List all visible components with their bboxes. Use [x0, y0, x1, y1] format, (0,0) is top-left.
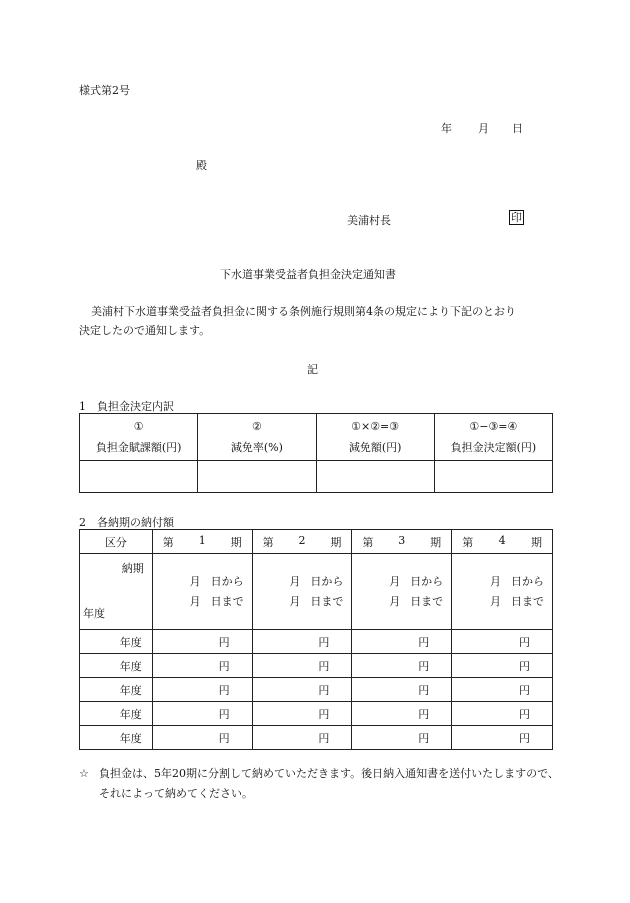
- body-line-2: 決定したので通知します。: [79, 324, 211, 337]
- day-from-label: 日から: [410, 574, 444, 588]
- col-reduction-amount: [316, 414, 434, 461]
- period-num: 1: [198, 533, 206, 547]
- month-label: 月: [189, 594, 201, 608]
- table-row: [80, 630, 553, 654]
- amount-cell[interactable]: 円: [252, 678, 352, 702]
- document-title: 下水道事業受益者負担金決定通知書: [220, 268, 396, 281]
- burden-breakdown-table: [79, 413, 553, 493]
- section1-heading: 1 負担金決定内訳: [79, 400, 174, 413]
- month-label: 月: [289, 574, 301, 588]
- period-ki: 期: [330, 535, 342, 549]
- month-label: 月: [389, 574, 401, 588]
- month-label: 月: [490, 594, 501, 608]
- date-from: [452, 572, 552, 592]
- value-reduction-amount[interactable]: [316, 461, 434, 493]
- amount-cell[interactable]: 円: [152, 726, 252, 750]
- day-from-label: 日から: [210, 574, 244, 588]
- amount-cell[interactable]: 円: [252, 726, 352, 750]
- ki-heading: 記: [307, 363, 318, 376]
- period-num: 3: [398, 533, 406, 547]
- seal-mark: 印: [511, 211, 522, 224]
- col-final-amount-mark: ①−③=④: [469, 419, 518, 433]
- period-dai: 第: [462, 535, 474, 549]
- amount-cell[interactable]: 円: [252, 630, 352, 654]
- amount-cell[interactable]: 円: [452, 726, 553, 750]
- date-year: 年: [441, 122, 452, 135]
- date-to: [253, 592, 352, 612]
- col-reduction-amount-mark: ①×②=③: [351, 419, 400, 433]
- period-2-dates[interactable]: [252, 554, 352, 630]
- amount-cell[interactable]: 円: [452, 702, 553, 726]
- period-1-dates[interactable]: [152, 554, 252, 630]
- date-to: [452, 592, 552, 612]
- col-assessed-mark: ①: [133, 419, 144, 433]
- month-label: 月: [289, 594, 301, 608]
- amount-cell[interactable]: 円: [452, 654, 553, 678]
- col-assessed: [80, 414, 198, 461]
- amount-cell[interactable]: 円: [352, 654, 452, 678]
- value-reduction-rate[interactable]: [198, 461, 316, 493]
- row-year-label: 年度: [80, 726, 153, 750]
- period-ki: 期: [230, 535, 242, 549]
- table-row: [80, 702, 553, 726]
- row-year-label: 年度: [80, 654, 153, 678]
- date-day: 日: [512, 122, 523, 135]
- month-label: 月: [389, 594, 401, 608]
- date-to: [153, 592, 252, 612]
- period-3-dates[interactable]: [352, 554, 452, 630]
- row-year-label: 年度: [80, 702, 153, 726]
- note-text: 負担金は、5年20期に分割して納めていただきます。後日納入通知書を送付いたしますので、それによって納めてください。: [99, 767, 559, 800]
- period-dai: 第: [262, 535, 274, 549]
- date-month: 月: [478, 122, 489, 135]
- day-to-label: 日まで: [310, 594, 344, 608]
- period-4-header: [452, 530, 553, 554]
- period-dai: 第: [162, 535, 174, 549]
- date-to: [352, 592, 451, 612]
- amount-cell[interactable]: 円: [352, 678, 452, 702]
- form-number: 様式第2号: [79, 84, 130, 97]
- diagonal-bottom-label: 年度: [83, 607, 105, 620]
- col-reduction-rate-mark: ②: [251, 419, 262, 433]
- diagonal-header: [80, 554, 153, 630]
- month-label: 月: [490, 574, 501, 588]
- amount-cell[interactable]: 円: [252, 654, 352, 678]
- table-row: [80, 678, 553, 702]
- col-reduction-rate-label: 減免率(%): [230, 440, 283, 454]
- amount-cell[interactable]: 円: [152, 654, 252, 678]
- issuer: 美浦村長: [347, 214, 391, 227]
- period-ki: 期: [531, 535, 542, 549]
- col-reduction-amount-label: 減免額(円): [348, 440, 402, 454]
- day-from-label: 日から: [511, 574, 544, 588]
- date-from: [352, 572, 451, 592]
- period-dai: 第: [362, 535, 374, 549]
- period-1-header: [152, 530, 252, 554]
- month-label: 月: [189, 574, 201, 588]
- amount-cell[interactable]: 円: [452, 630, 553, 654]
- amount-cell[interactable]: 円: [152, 702, 252, 726]
- amount-cell[interactable]: 円: [252, 702, 352, 726]
- amount-cell[interactable]: 円: [352, 702, 452, 726]
- amount-cell[interactable]: 円: [352, 630, 452, 654]
- col-final-amount: [434, 414, 552, 461]
- table-row: [80, 726, 553, 750]
- col-final-amount-label: 負担金決定額(円): [450, 440, 537, 454]
- period-2-header: [252, 530, 352, 554]
- value-final-amount[interactable]: [434, 461, 552, 493]
- section2-heading: 2 各納期の納付額: [79, 516, 174, 529]
- value-assessed[interactable]: [80, 461, 198, 493]
- star-icon: ☆: [79, 767, 89, 780]
- row-year-label: 年度: [80, 678, 153, 702]
- day-to-label: 日まで: [210, 594, 244, 608]
- period-4-dates[interactable]: [452, 554, 553, 630]
- col-reduction-rate: [198, 414, 316, 461]
- row-year-label: 年度: [80, 630, 153, 654]
- amount-cell[interactable]: 円: [352, 726, 452, 750]
- amount-cell[interactable]: 円: [152, 630, 252, 654]
- addressee-suffix: 殿: [196, 159, 207, 172]
- col-assessed-label: 負担金賦課額(円): [95, 440, 182, 454]
- period-num: 4: [498, 533, 506, 547]
- amount-cell[interactable]: 円: [452, 678, 553, 702]
- amount-cell[interactable]: 円: [152, 678, 252, 702]
- date-from: [253, 572, 352, 592]
- body-line-1: 美浦村下水道事業受益者負担金に関する条例施行規則第4条の規定により下記のとおり: [91, 305, 516, 318]
- period-3-header: [352, 530, 452, 554]
- date-from: [153, 572, 252, 592]
- installment-note: [79, 764, 559, 804]
- period-num: 2: [298, 533, 306, 547]
- day-to-label: 日まで: [410, 594, 444, 608]
- day-to-label: 日まで: [511, 594, 544, 608]
- table-row: [80, 654, 553, 678]
- category-header: 区分: [80, 530, 153, 554]
- diagonal-top-label: 納期: [121, 562, 144, 575]
- period-ki: 期: [430, 535, 442, 549]
- installment-table: [79, 529, 553, 750]
- day-from-label: 日から: [310, 574, 344, 588]
